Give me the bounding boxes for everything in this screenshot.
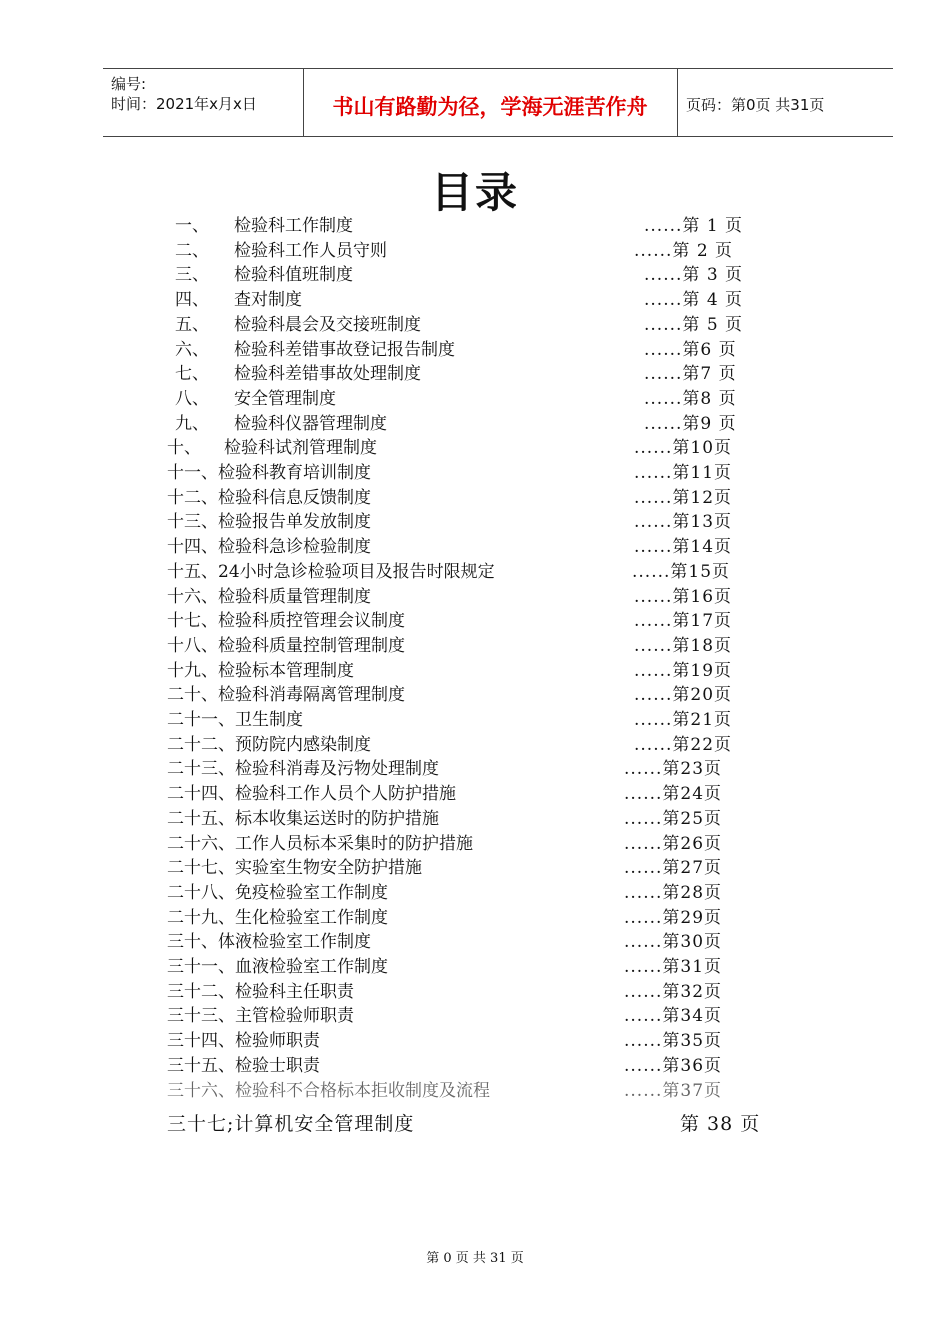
toc-item-title: 检验科工作制度 — [234, 216, 353, 236]
toc-item-page: ......第 1 页 — [644, 216, 744, 236]
toc-item-page: ......第 2 页 — [634, 240, 734, 261]
toc-item-text: 计算机安全管理制度 — [234, 1113, 415, 1135]
toc-item-title — [167, 507, 371, 532]
toc-item-text: 24小时急诊检验项目及报告时限规定 — [218, 561, 495, 582]
toc-item — [0, 927, 950, 951]
toc-item-page: ......第19页 — [634, 660, 733, 681]
toc-item-page: ......第23页 — [624, 759, 723, 780]
toc-item-text: 检验科不合格标本拒收制度及流程 — [235, 1080, 490, 1101]
toc-item-page: ......第16页 — [634, 586, 733, 607]
toc-item-number: 十一、 — [167, 463, 218, 483]
toc-item-title — [167, 483, 371, 508]
toc-item-number: 二十一、 — [167, 710, 235, 730]
toc-item-number: 二、 — [175, 240, 209, 261]
toc-item — [0, 853, 950, 877]
toc-item-page: ......第18页 — [634, 635, 733, 656]
toc-item-number: 九、 — [175, 413, 209, 434]
toc-item-title — [167, 853, 422, 878]
toc-item-text: 检验科消毒隔离管理制度 — [218, 685, 405, 706]
toc-item-title — [167, 705, 303, 730]
toc-item-text: 检验科急诊检验制度 — [218, 537, 371, 558]
toc-item-number: 三十四、 — [167, 1031, 235, 1052]
motto-text: 书山有路勤为径，学海无涯苦作舟 — [332, 95, 648, 119]
toc-item-text: 检验标本管理制度 — [218, 660, 354, 681]
toc-item-page: ......第29页 — [624, 907, 723, 928]
toc-item-number: 十四、 — [167, 537, 218, 558]
toc-item — [0, 532, 950, 556]
toc-item — [0, 878, 950, 902]
toc-item-text: 主管检验师职责 — [235, 1006, 354, 1027]
toc-item — [0, 1076, 950, 1100]
toc-item — [0, 952, 950, 976]
toc-item-page: ......第22页 — [634, 734, 733, 755]
toc-item-number: 十九、 — [167, 660, 218, 681]
toc-item-title — [167, 680, 405, 705]
toc-item-title: 查对制度 — [234, 290, 302, 311]
toc-item-number: 三十、 — [167, 932, 218, 953]
toc-item — [0, 483, 950, 507]
toc-item-page: ......第34页 — [624, 1006, 723, 1027]
toc-item-number: 十、 — [167, 438, 201, 459]
toc-item-title — [167, 754, 439, 779]
date-label: 时间：2021年x月x日 — [111, 95, 257, 113]
toc-item-text: 体液检验室工作制度 — [218, 932, 371, 953]
toc-item-number: 二十六、 — [167, 833, 235, 854]
toc-item — [0, 433, 950, 457]
toc-item-title — [167, 903, 388, 928]
toc-item-page: 第 38 页 — [680, 1113, 761, 1135]
toc-item-title: 检验科值班制度 — [234, 265, 353, 286]
toc-item-page: ......第12页 — [634, 487, 733, 508]
toc-item-page: ......第30页 — [624, 932, 723, 953]
toc-item-page: ......第27页 — [624, 858, 723, 879]
toc-item-page: ......第36页 — [624, 1055, 723, 1076]
toc-item — [0, 359, 950, 383]
toc-item — [0, 211, 950, 235]
toc-item-text: 检验科质控管理会议制度 — [218, 611, 405, 632]
toc-item-title: 检验科差错事故登记报告制度 — [234, 339, 455, 360]
toc-item-number: 三十二、 — [167, 981, 235, 1002]
toc-item-number: 十五、 — [167, 561, 218, 582]
toc-item-number: 三十七; — [167, 1113, 235, 1135]
toc-item-page: ......第26页 — [624, 833, 723, 854]
toc-item — [0, 656, 950, 680]
toc-item-title — [167, 656, 354, 681]
toc-item-title — [167, 952, 388, 977]
toc-item-page: ......第15页 — [632, 561, 731, 582]
toc-item-number: 十七、 — [167, 611, 218, 632]
toc-item-text: 检验师职责 — [235, 1031, 320, 1052]
toc-item-title: 安全管理制度 — [234, 388, 336, 409]
toc-item-title — [167, 582, 371, 607]
toc-item — [0, 1051, 950, 1075]
page-info: 页码：第0页 共31页 — [686, 96, 825, 114]
toc-item-title — [167, 606, 405, 631]
toc-item-title: 检验科试剂管理制度 — [224, 438, 377, 459]
toc-item-text: 实验室生物安全防护措施 — [235, 858, 422, 879]
toc-item — [0, 557, 950, 581]
toc-item-title: 检验科仪器管理制度 — [234, 413, 387, 434]
code-label: 编号: — [111, 75, 147, 93]
toc-item-number: 三十六、 — [167, 1080, 235, 1101]
toc-item — [0, 458, 950, 482]
toc-item-number: 六、 — [175, 339, 209, 360]
toc-item — [0, 409, 950, 433]
toc-item-number: 二十九、 — [167, 907, 235, 928]
toc-item — [0, 236, 950, 260]
toc-item-page: ......第17页 — [634, 611, 733, 632]
toc-item — [0, 631, 950, 655]
toc-item-number: 十八、 — [167, 635, 218, 656]
toc-item-page: ......第 4 页 — [644, 290, 744, 311]
toc-item-text: 检验科教育培训制度 — [218, 463, 371, 483]
toc-item-page: ......第14页 — [634, 537, 733, 558]
toc-item — [0, 507, 950, 531]
toc-item-number: 二十五、 — [167, 808, 235, 829]
toc-item-text: 检验科质量控制管理制度 — [218, 635, 405, 656]
toc-item-number: 三十一、 — [167, 957, 235, 977]
toc-item-number: 四、 — [175, 290, 209, 311]
toc-item-title — [167, 1076, 490, 1101]
toc-item-page: ......第 3 页 — [644, 265, 744, 286]
toc-item-title — [167, 532, 371, 557]
toc-item-page: ......第9 页 — [644, 413, 737, 434]
toc-item-text: 预防院内感染制度 — [235, 734, 371, 755]
toc-item — [0, 705, 950, 729]
toc-item — [0, 260, 950, 284]
toc-item-number: 五、 — [175, 314, 209, 335]
toc-item — [0, 582, 950, 606]
toc-item-page: ......第31页 — [624, 957, 723, 977]
toc-item — [0, 754, 950, 778]
toc-item — [0, 384, 950, 408]
toc-item — [0, 285, 950, 309]
toc-item-page: ......第13页 — [634, 512, 733, 533]
toc-item-page: ......第11页 — [634, 463, 733, 483]
toc-item-page: ......第7 页 — [644, 364, 737, 385]
toc-item-page: ......第21页 — [634, 710, 733, 730]
toc-item-number: 一、 — [175, 216, 209, 236]
toc-item-number: 二十二、 — [167, 734, 235, 755]
toc-item-number: 三十五、 — [167, 1055, 235, 1076]
toc-item-title — [167, 631, 405, 656]
toc-item — [0, 606, 950, 630]
toc-item — [0, 903, 950, 927]
toc-item-number: 二十、 — [167, 685, 218, 706]
toc-item — [0, 730, 950, 754]
toc-item-number: 七、 — [175, 364, 209, 385]
toc-item-page: ......第24页 — [624, 784, 723, 805]
toc-item-number: 二十三、 — [167, 759, 235, 780]
toc-item-title — [167, 1001, 354, 1026]
toc-item-text: 血液检验室工作制度 — [235, 957, 388, 977]
toc-item-page: ......第10页 — [634, 438, 733, 459]
toc-item-number: 十六、 — [167, 586, 218, 607]
toc-item-text: 免疫检验室工作制度 — [235, 882, 388, 903]
toc-item-number: 十三、 — [167, 512, 218, 533]
toc-item-text: 检验科信息反馈制度 — [218, 487, 371, 508]
toc-item-number: 二十四、 — [167, 784, 235, 805]
toc-item-page: ......第20页 — [634, 685, 733, 706]
toc-item-text: 检验科质量管理制度 — [218, 586, 371, 607]
toc-item — [0, 680, 950, 704]
toc-item-title — [167, 730, 371, 755]
toc-item-title — [167, 829, 473, 854]
toc-item-title — [167, 977, 354, 1002]
toc-item — [0, 1109, 950, 1133]
toc-item-title: 检验科晨会及交接班制度 — [234, 314, 421, 335]
page-title: 目录 — [430, 168, 519, 217]
toc-item-number: 三、 — [175, 265, 209, 286]
toc-item-page: ......第28页 — [624, 882, 723, 903]
toc-item-text: 检验科主任职责 — [235, 981, 354, 1002]
toc-item-page: ......第8 页 — [644, 388, 737, 409]
toc-item-text: 卫生制度 — [235, 710, 303, 730]
toc-item-title — [167, 804, 439, 829]
toc-item-title: 检验科工作人员守则 — [234, 240, 387, 261]
toc-item-title — [167, 1109, 414, 1136]
toc-item-text: 检验报告单发放制度 — [218, 512, 371, 533]
toc-item-number: 十二、 — [167, 487, 218, 508]
toc-item-page: ......第6 页 — [644, 339, 737, 360]
toc-item-text: 工作人员标本采集时的防护措施 — [235, 833, 473, 854]
toc-item — [0, 335, 950, 359]
toc-item-text: 检验士职责 — [235, 1055, 320, 1076]
toc-item-text: 生化检验室工作制度 — [235, 907, 388, 928]
toc-item-title — [167, 779, 456, 804]
toc-item-number: 三十三、 — [167, 1006, 235, 1027]
toc-item-title — [167, 927, 371, 952]
toc-item-number: 八、 — [175, 388, 209, 409]
toc-item-title: 检验科差错事故处理制度 — [234, 364, 421, 385]
toc-item-text: 检验科工作人员个人防护措施 — [235, 784, 456, 805]
toc-item — [0, 310, 950, 334]
toc-item — [0, 804, 950, 828]
toc-item-title — [167, 458, 371, 483]
toc-item-title — [167, 1026, 320, 1051]
toc-item — [0, 977, 950, 1001]
page-footer: 第 0 页 共 31 页 — [426, 1251, 524, 1266]
toc-item-title — [167, 557, 495, 582]
toc-item-number: 二十七、 — [167, 858, 235, 879]
toc-item-text: 检验科消毒及污物处理制度 — [235, 759, 439, 780]
toc-item-number: 二十八、 — [167, 882, 235, 903]
toc-item-text: 标本收集运送时的防护措施 — [235, 808, 439, 829]
toc-item-page: ......第 5 页 — [644, 314, 744, 335]
toc-item — [0, 829, 950, 853]
toc-item — [0, 1026, 950, 1050]
toc-item-title — [167, 1051, 320, 1076]
toc-item-page: ......第37页 — [624, 1080, 723, 1101]
toc-item-title — [167, 878, 388, 903]
toc-item-page: ......第35页 — [624, 1031, 723, 1052]
toc-item — [0, 1001, 950, 1025]
toc-item-page: ......第25页 — [624, 808, 723, 829]
toc-item — [0, 779, 950, 803]
toc-item-page: ......第32页 — [624, 981, 723, 1002]
